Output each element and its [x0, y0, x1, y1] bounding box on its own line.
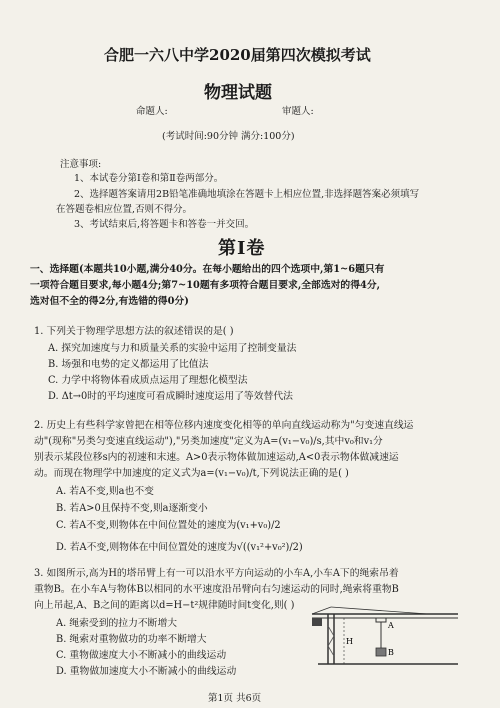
notes-heading: 注意事项:	[60, 159, 102, 170]
note-item: 在答题卷相应位置,否则不得分。	[56, 204, 193, 215]
q1-option-b: B. 场强和电势的定义都运用了比值法	[48, 359, 209, 370]
note-item: 2、选择题答案请用2B铅笔准确地填涂在答题卡上相应位置,非选择题答案必须填写	[74, 189, 420, 200]
q3-option-b: B. 绳索对重物做功的功率不断增大	[56, 634, 207, 645]
section-title: 第Ⅰ卷	[218, 238, 266, 259]
note-item: 3、考试结束后,将答题卡和答卷一并交回。	[74, 219, 255, 230]
q1-stem: 1. 下列关于物理学思想方法的叙述错误的是( )	[34, 326, 234, 337]
label-h: H	[346, 637, 353, 646]
q2-option-b: B. 若A>0且保持不变,则a逐渐变小	[56, 503, 208, 514]
q2-stem-line: 2. 历史上有些科学家曾把在相等位移内速度变化相等的单向直线运动称为"匀变速直线运	[34, 420, 414, 431]
tower-crane-figure	[308, 606, 468, 668]
part1-instruction-line: 一、选择题(本题共10小题,满分40分。在每小题给出的四个选项中,第1~6题只有	[30, 264, 385, 275]
q2-option-d: D. 若A不变,则物体在中间位置处的速度为√((v₁²+v₀²)/2)	[56, 542, 303, 553]
note-item: 1、本试卷分第Ⅰ卷和第Ⅱ卷两部分。	[74, 173, 224, 184]
q3-option-a: A. 绳索受到的拉力不断增大	[56, 618, 178, 629]
part1-instruction-line: 一项符合题目要求,每小题4分;第7~10题有多项符合题目要求,全部选对的得4分,	[30, 280, 381, 291]
trolley-a	[376, 618, 386, 622]
q3-option-c: C. 重物做速度大小不断减小的曲线运动	[56, 650, 227, 661]
weight-b	[376, 648, 386, 656]
exam-info: (考试时间:90分钟 满分:100分)	[162, 131, 295, 142]
q2-stem-line: 别表示某段位移s内的初速和末速。A>0表示物体做加速运动,A<0表示物体做减速运	[34, 452, 399, 463]
part1-instruction-line: 选对但不全的得2分,有选错的得0分)	[30, 296, 189, 307]
q1-option-d: D. Δt→0时的平均速度可看成瞬时速度运用了等效替代法	[48, 391, 293, 402]
q2-stem-line: 动"(现称"另类匀变速直线运动"),"另类加速度"定义为A=(v₁−v₀)/s,其中v₀和v₁分	[34, 436, 383, 447]
q3-stem-line: 重物B。在小车A与物体B以相同的水平速度沿吊臂向右匀速运动的同时,绳索将重物B	[34, 584, 399, 595]
label-a: A	[388, 621, 394, 630]
label-b: B	[388, 648, 394, 657]
q3-stem-line: 3. 如图所示,高为H的塔吊臂上有一可以沿水平方向运动的小车A,小车A下的绳索吊着	[34, 568, 399, 579]
page-footer: 第1页 共6页	[208, 693, 262, 704]
q2-option-a: A. 若A不变,则a也不变	[56, 486, 154, 497]
exam-title: 合肥一六八中学2020届第四次模拟考试	[104, 46, 371, 64]
q1-option-a: A. 探究加速度与力和质量关系的实验中运用了控制变量法	[48, 343, 297, 354]
q2-stem-line: 动。而现在物理学中加速度的定义式为a=(v₁−v₀)/t,下列说法正确的是( )	[34, 468, 349, 479]
q1-option-c: C. 力学中将物体看成质点运用了理想化模型法	[48, 375, 248, 386]
reviewer-label: 审题人:	[282, 106, 314, 117]
counterweight	[312, 618, 322, 626]
proposer-label: 命题人:	[136, 106, 168, 117]
q2-option-c: C. 若A不变,则物体在中间位置处的速度为(v₁+v₀)/2	[56, 520, 281, 531]
q3-stem-line: 向上吊起,A、B之间的距离以d=H−t²规律随时间t变化,则( )	[34, 600, 295, 611]
exam-subtitle: 物理试题	[204, 83, 272, 103]
q3-option-d: D. 重物做加速度大小不断减小的曲线运动	[56, 666, 237, 677]
